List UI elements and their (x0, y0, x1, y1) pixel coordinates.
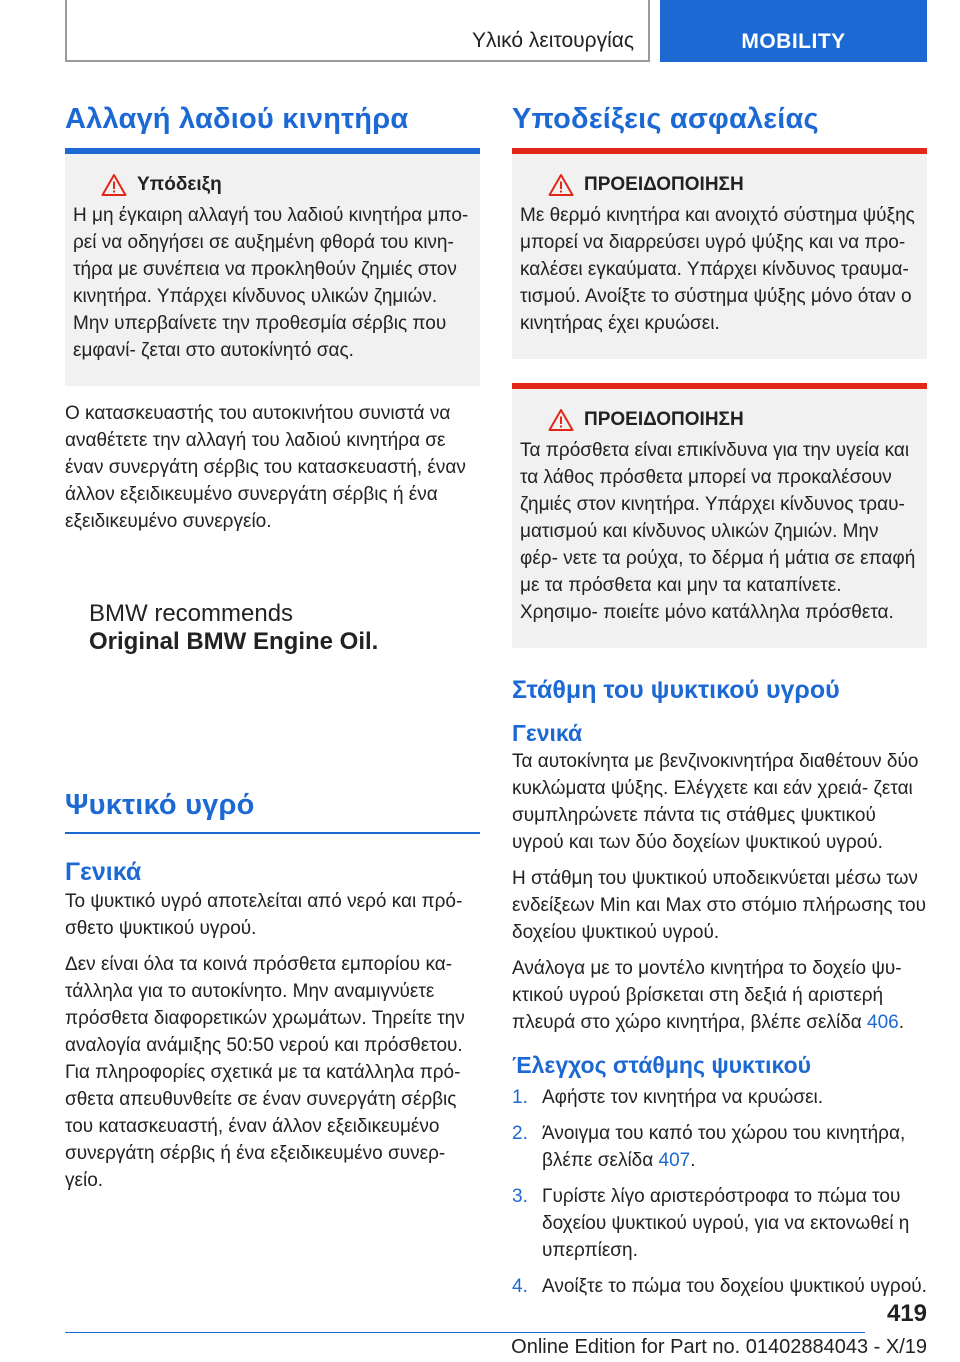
oil-recommend-graphic (65, 560, 480, 680)
right-column (512, 100, 927, 1309)
general-paragraph-2: Δεν είναι όλα τα κοινά πρόσθετα εμπορίου κα- τάλληλα για το αυτοκίνητο. Μην αναμιγνύετε πρόσθετα διαφορετικών χρωμάτων. Τηρείτε την αναλογία ανάμιξης 50:50 νερού και πρόσθετου. Για πληροφορίες σχετικά με τα κατάλληλα πρό- σθετα απευθυνθείτε σε έναν συνεργάτη σέρβις του κατασκευαστή, έναν άλλον εξειδικευμένο συνεργάτη σέρβις ή ένα εξειδικευμένο συνερ- γείο. (65, 954, 465, 1191)
footer-rule (65, 1332, 865, 1333)
warning-triangle-icon (548, 408, 574, 432)
note-box (65, 154, 480, 386)
safety-title: Υποδείξεις ασφαλείας (512, 103, 819, 135)
warning-title: ΠΡΟΕΙΔΟΠΟΙΗΣΗ (584, 174, 744, 195)
page-link-406[interactable]: 406 (867, 1012, 899, 1033)
step-text: Αφήστε τον κινητήρα να κρυώσει. (542, 1087, 824, 1108)
header-section-box (65, 0, 650, 62)
list-item (512, 1183, 927, 1264)
step-text: Γυρίστε λίγο αριστερόστροφα το πώμα του δοχείου ψυκτικού υγρού, για να εκτονωθεί η υπερπίεση. (542, 1186, 910, 1261)
level-paragraph-1: Τα αυτοκίνητα με βενζινοκινητήρα διαθέτουν δύο κυκλώματα ψύξης. Ελέγχετε και εάν χρειά- ζεται συμπληρώνετε πάντα τις στάθμες ψυκτικού υγρού και των δύο δοχείων ψυκτικού υγρού. (512, 751, 919, 853)
list-item (512, 1084, 927, 1111)
step-text: Άνοιγμα του καπό του χώρου του κινητήρα, βλέπε σελίδα 407. (542, 1123, 906, 1171)
level-paragraph-3-text: Ανάλογα με το μοντέλο κινητήρα το δοχείο ψυ- κτικού υγρού βρίσκεται στη δεξιά ή αριστερή πλευρά στο χώρο κινητήρα, βλέπε σελίδα (512, 958, 902, 1033)
header-chapter-label: MOBILITY (741, 30, 846, 53)
coolant-title: Ψυκτικό υγρό (65, 789, 255, 821)
step-number: 3. (512, 1186, 528, 1207)
note-box-header (101, 172, 472, 198)
warning-box-1 (512, 154, 927, 359)
oil-change-title: Αλλαγή λαδιού κινητήρα (65, 103, 409, 135)
check-level-title: Έλεγχος στάθμης ψυκτικού (512, 1052, 812, 1078)
section-rule (65, 832, 480, 834)
step-number: 4. (512, 1276, 528, 1297)
warning-box-header (548, 407, 919, 433)
coolant-level-title: Στάθμη του ψυκτικού υγρού (512, 676, 840, 704)
list-item (512, 1120, 927, 1174)
warning-box-2 (512, 389, 927, 648)
general-title: Γενικά (512, 720, 583, 746)
warning-text: Με θερμό κινητήρα και ανοιχτό σύστημα ψύξης μπορεί να διαρρεύσει υγρό ψύξης και να προ- καλέσει εγκαύματα. Υπάρχει κίνδυνος τραυμα- τισμού. Ανοίξτε το σύστημα ψύξης μόνο όταν ο κινητήρας έχει κρυώσει. (520, 205, 915, 334)
coolant-section (65, 786, 480, 1194)
step-number: 2. (512, 1123, 528, 1144)
warning-triangle-icon (548, 173, 574, 197)
oil-recommend-line1: BMW recommends (89, 600, 294, 627)
level-paragraph-3 (512, 955, 927, 1036)
page-header (65, 0, 927, 64)
page-number: 419 (886, 1300, 927, 1327)
level-paragraph-2: Η στάθμη του ψυκτικού υποδεικνύεται μέσω των ενδείξεων Min και Max στο στόμιο πλήρωσης του δοχείου ψυκτικού υγρού. (512, 868, 927, 943)
warning-box-header (548, 172, 919, 198)
check-steps-list (512, 1084, 927, 1300)
header-section-label: Υλικό λειτουργίας (472, 29, 634, 52)
page-link-407[interactable]: 407 (658, 1150, 691, 1171)
edition-text: Online Edition for Part no. 01402884043 - X/19 (511, 1336, 927, 1358)
step-number: 1. (512, 1087, 528, 1108)
note-title: Υπόδειξη (137, 174, 222, 195)
oil-recommend-line2: Original BMW Engine Oil. (89, 628, 379, 655)
note-text: Η μη έγκαιρη αλλαγή του λαδιού κινητήρα μπο- ρεί να οδηγήσει σε αυξημένη φθορά του κινη- τήρα με συνέπεια να προκληθούν ζημιές στον κινητήρα. Υπάρχει κίνδυνος υλικών ζημιών. Μην υπερβαίνετε την προθεσμία σέρβις που εμφανί- ζεται στο αυτοκίνητό σας. (73, 205, 469, 361)
general-title: Γενικά (65, 858, 142, 886)
list-item (512, 1273, 927, 1300)
warning-triangle-icon (101, 173, 127, 197)
step-text: Ανοίξτε το πώμα του δοχείου ψυκτικού υγρού. (542, 1276, 927, 1297)
oil-paragraph: Ο κατασκευαστής του αυτοκινήτου συνιστά να αναθέτετε την αλλαγή του λαδιού κινητήρα σε έναν συνεργάτη σέρβις του κατασκευαστή, έναν άλλον εξειδικευμένο συνεργάτη σέρβις ή ένα εξειδικευμένο συνεργείο. (65, 403, 466, 532)
left-column (65, 100, 480, 535)
general-paragraph-1: Το ψυκτικό υγρό αποτελείται από νερό και πρό- σθετο ψυκτικού υγρού. (65, 891, 463, 939)
warning-text: Τα πρόσθετα είναι επικίνδυνα για την υγεία και τα λάθος πρόσθετα μπορεί να προκαλέσουν ζημιές στον κινητήρα. Υπάρχει κίνδυνος τραυ- ματισμού και κίνδυνος υλικών ζημιών. Μην φέρ- νετε τα ρούχα, το δέρμα ή μάτια σε επαφή με τα πρόσθετα και μην τα καταπίνετε. Χρησιμο- ποιείτε μόνο κατάλληλα πρόσθετα. (520, 440, 916, 623)
warning-title: ΠΡΟΕΙΔΟΠΟΙΗΣΗ (584, 409, 744, 430)
header-chapter-tab[interactable] (660, 0, 927, 62)
level-paragraph-3-end: . (898, 1012, 905, 1033)
